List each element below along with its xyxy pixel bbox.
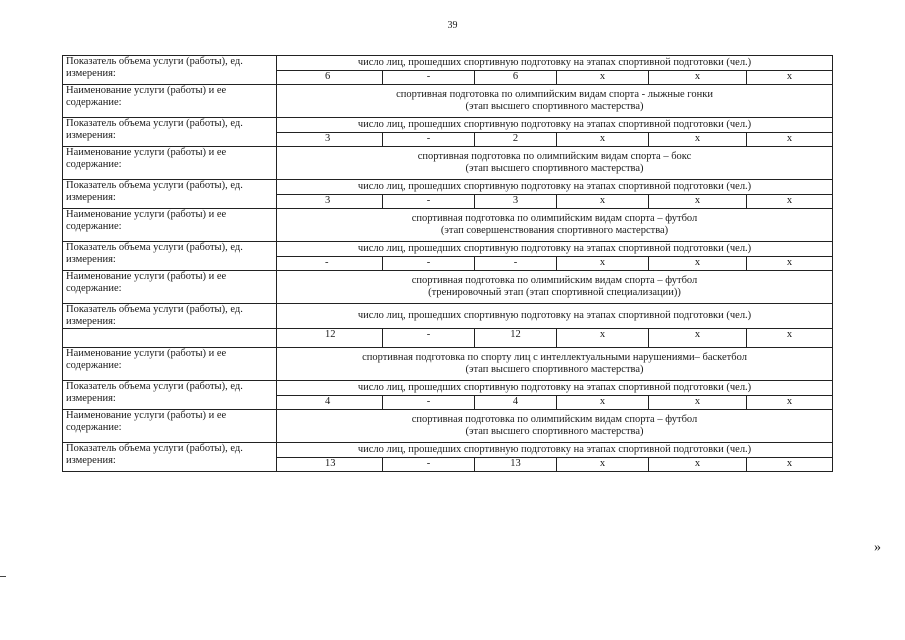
value-cell: х	[557, 71, 649, 85]
value-cell: х	[557, 396, 649, 410]
value-cell: 3	[277, 133, 383, 147]
value-cell: -	[383, 71, 475, 85]
value-cell: 6	[277, 71, 383, 85]
service-label: Наименование услуги (работы) и ее содержание:	[63, 271, 277, 304]
service-label: Наименование услуги (работы) и ее содержание:	[63, 85, 277, 118]
indicator-text: число лиц, прошедших спортивную подготовку на этапах спортивной подготовки (чел.)	[277, 118, 833, 133]
service-description	[277, 147, 833, 180]
value-cell: 3	[277, 195, 383, 209]
value-cell: х	[649, 71, 747, 85]
value-cell: -	[383, 329, 475, 348]
value-cell: х	[747, 396, 833, 410]
values-row	[63, 329, 833, 348]
indicator-label: Показатель объема услуги (работы), ед. измерения:	[63, 180, 277, 209]
value-cell: -	[383, 195, 475, 209]
value-cell: 4	[277, 396, 383, 410]
value-cell: 12	[475, 329, 557, 348]
service-row	[63, 348, 833, 381]
value-cell: х	[649, 396, 747, 410]
indicator-row	[63, 180, 833, 195]
indicator-label: Показатель объема услуги (работы), ед. измерения:	[63, 56, 277, 85]
service-stage: (этап высшего спортивного мастерства)	[465, 364, 644, 375]
service-row	[63, 410, 833, 443]
indicator-row	[63, 118, 833, 133]
service-name: спортивная подготовка по олимпийским видам спорта – бокс	[417, 151, 692, 162]
indicator-text: число лиц, прошедших спортивную подготовку на этапах спортивной подготовки (чел.)	[277, 56, 833, 71]
service-stage: (тренировочный этап (этап спортивной специализации))	[428, 287, 681, 298]
page-number: 39	[447, 20, 458, 31]
service-description	[277, 410, 833, 443]
indicator-row	[63, 381, 833, 396]
value-cell: х	[747, 195, 833, 209]
service-row	[63, 147, 833, 180]
indicator-label: Показатель объема услуги (работы), ед. измерения:	[63, 304, 277, 329]
indicator-row	[63, 304, 833, 329]
service-name: спортивная подготовка по олимпийским видам спорта – футбол	[411, 275, 698, 286]
indicator-row	[63, 242, 833, 257]
indicator-label: Показатель объема услуги (работы), ед. измерения:	[63, 381, 277, 410]
indicator-label: Показатель объема услуги (работы), ед. измерения:	[63, 118, 277, 147]
service-row	[63, 85, 833, 118]
value-cell: 2	[475, 133, 557, 147]
value-cell: х	[649, 458, 747, 472]
value-cell: х	[557, 133, 649, 147]
service-name: спортивная подготовка по олимпийским видам спорта – футбол	[411, 414, 698, 425]
value-cell: -	[383, 458, 475, 472]
service-name: спортивная подготовка по олимпийским видам спорта – футбол	[411, 213, 698, 224]
service-row	[63, 271, 833, 304]
value-cell: х	[557, 329, 649, 348]
value-cell: 12	[277, 329, 383, 348]
value-cell: 13	[277, 458, 383, 472]
service-stage: (этап высшего спортивного мастерства)	[465, 426, 644, 437]
value-cell: х	[747, 257, 833, 271]
indicator-text: число лиц, прошедших спортивную подготовку на этапах спортивной подготовки (чел.)	[277, 180, 833, 195]
value-cell: х	[557, 458, 649, 472]
services-table	[62, 55, 833, 472]
service-description	[277, 209, 833, 242]
value-cell: 6	[475, 71, 557, 85]
value-cell: х	[649, 329, 747, 348]
value-cell: -	[277, 257, 383, 271]
empty-cell	[63, 329, 277, 348]
value-cell: х	[557, 257, 649, 271]
value-cell: х	[747, 71, 833, 85]
service-row	[63, 209, 833, 242]
indicator-text: число лиц, прошедших спортивную подготовку на этапах спортивной подготовки (чел.)	[277, 443, 833, 458]
service-label: Наименование услуги (работы) и ее содержание:	[63, 348, 277, 381]
service-stage: (этап высшего спортивного мастерства)	[465, 163, 644, 174]
closing-quote: »	[874, 540, 881, 555]
service-name: спортивная подготовка по спорту лиц с интеллектуальными нарушениями– баскетбол	[362, 352, 747, 363]
service-name: спортивная подготовка по олимпийским видам спорта - лыжные гонки	[396, 89, 713, 100]
indicator-text: число лиц, прошедших спортивную подготовку на этапах спортивной подготовки (чел.)	[277, 381, 833, 396]
service-label: Наименование услуги (работы) и ее содержание:	[63, 147, 277, 180]
service-description	[277, 271, 833, 304]
indicator-row	[63, 56, 833, 71]
service-description	[277, 85, 833, 118]
service-stage: (этап высшего спортивного мастерства)	[465, 101, 644, 112]
margin-mark	[0, 576, 6, 577]
service-label: Наименование услуги (работы) и ее содержание:	[63, 410, 277, 443]
value-cell: 4	[475, 396, 557, 410]
service-description	[277, 348, 833, 381]
value-cell: -	[383, 396, 475, 410]
value-cell: х	[747, 329, 833, 348]
service-label: Наименование услуги (работы) и ее содержание:	[63, 209, 277, 242]
value-cell: х	[747, 133, 833, 147]
value-cell: х	[747, 458, 833, 472]
value-cell: х	[649, 257, 747, 271]
value-cell: х	[557, 195, 649, 209]
indicator-text: число лиц, прошедших спортивную подготовку на этапах спортивной подготовки (чел.)	[277, 304, 833, 329]
indicator-row	[63, 443, 833, 458]
value-cell: 3	[475, 195, 557, 209]
value-cell: -	[383, 257, 475, 271]
value-cell: х	[649, 195, 747, 209]
service-stage: (этап совершенствования спортивного мастерства)	[440, 225, 669, 236]
value-cell: -	[383, 133, 475, 147]
value-cell: 13	[475, 458, 557, 472]
indicator-label: Показатель объема услуги (работы), ед. измерения:	[63, 443, 277, 472]
indicator-label: Показатель объема услуги (работы), ед. измерения:	[63, 242, 277, 271]
value-cell: -	[475, 257, 557, 271]
indicator-text: число лиц, прошедших спортивную подготовку на этапах спортивной подготовки (чел.)	[277, 242, 833, 257]
value-cell: х	[649, 133, 747, 147]
